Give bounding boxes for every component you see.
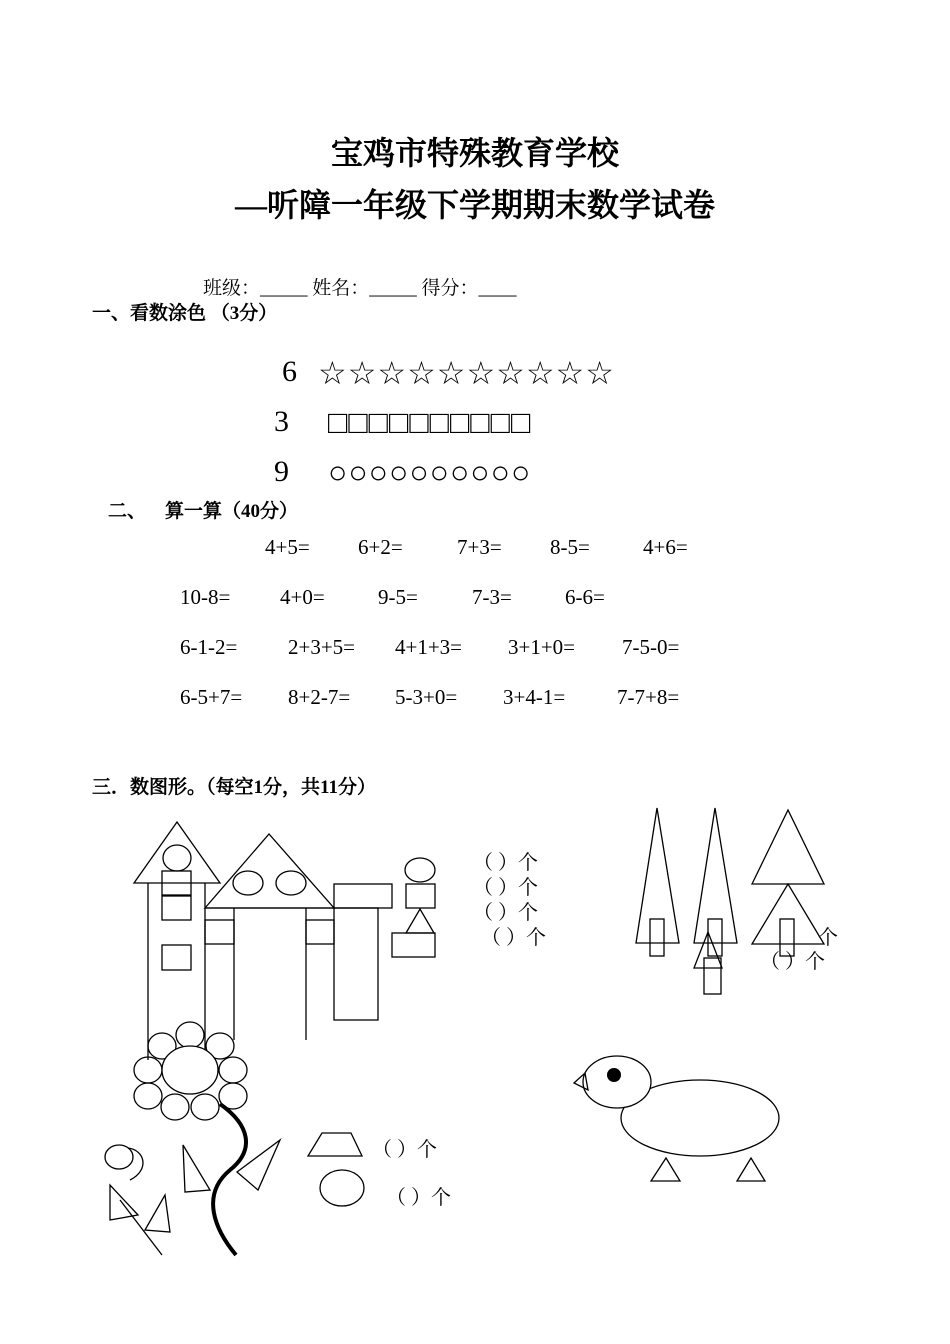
section3-heading: 三．数图形。（每空1分，共11分） [92,777,376,798]
section1-number: 6 [282,355,297,388]
equation: 7-5-0= [622,635,680,659]
equation: 7-7+8= [617,685,680,709]
count-blank[interactable]: （ ）个 [473,902,538,924]
section2-heading: 二、 算一算（40分） [108,501,299,522]
student-info-line: 班级：_____ 姓名：_____ 得分：____ [203,278,517,299]
equation: 3+4-1= [503,685,566,709]
equation: 5-3+0= [395,685,458,709]
equation: 8-5= [550,535,590,559]
equation: 7+3= [457,535,502,559]
count-blank[interactable]: （ ）个 [372,1139,437,1161]
equation: 8+2-7= [288,685,351,709]
equation: 2+3+5= [288,635,356,659]
count-blank[interactable]: （ ）个 [386,1187,451,1209]
section1-number: 9 [274,455,289,488]
flower-drawing [105,1022,280,1255]
exam-title-line2: —听障一年级下学期期末数学试卷 [234,187,715,223]
equation: 6-6= [565,585,605,609]
equation: 4+5= [265,535,310,559]
equation: 9-5= [378,585,418,609]
duck-drawing [574,1056,779,1181]
circle-icon-row[interactable]: ○○○○○○○○○○ [328,454,532,490]
count-label: 个 [818,927,838,949]
equation: 4+0= [280,585,325,609]
equation: 6-5+7= [180,685,243,709]
trapezoid-icon [308,1133,362,1156]
circle-icon [320,1170,364,1206]
square-icon-row[interactable]: □□□□□□□□□□ [328,404,532,440]
count-blank[interactable]: （ ）个 [473,852,538,874]
equation: 6-1-2= [180,635,238,659]
section1-number: 3 [274,405,289,438]
count-blank[interactable]: （ ）个 [473,877,538,899]
count-blank[interactable]: （ ）个 [481,927,546,949]
equation: 3+1+0= [508,635,576,659]
castle-drawing [134,822,435,1060]
equation: 10-8= [180,585,231,609]
count-blank[interactable]: （ ）个 [760,951,825,973]
equation: 4+6= [643,535,688,559]
exam-title-line1: 宝鸡市特殊教育学校 [330,135,619,171]
equation: 7-3= [472,585,512,609]
section1-heading: 一、看数涂色 （3分） [92,303,278,324]
equation: 6+2= [358,535,403,559]
star-icon-row[interactable]: ☆☆☆☆☆☆☆☆☆☆ [318,355,615,391]
equation: 4+1+3= [395,635,463,659]
